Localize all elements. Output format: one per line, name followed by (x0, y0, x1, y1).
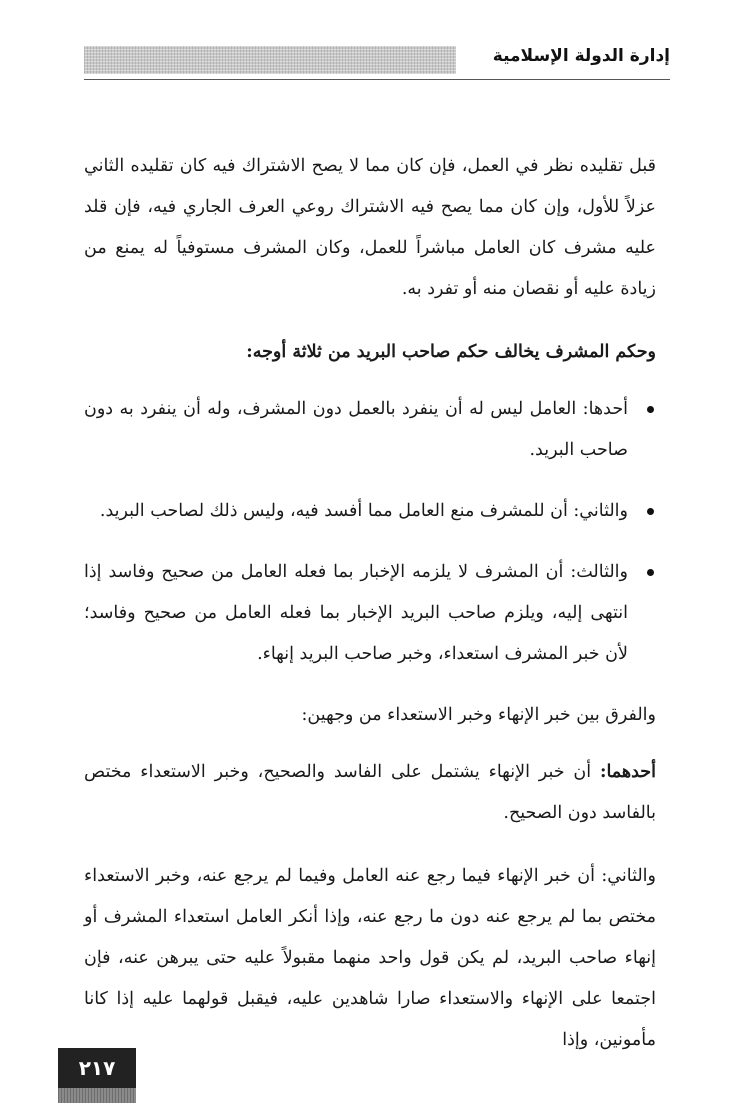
bullet-item-3 (84, 552, 656, 675)
page-number-decoration (58, 1088, 136, 1103)
paragraph-4-rest: أن خبر الإنهاء يشتمل على الفاسد والصحيح، وخبر الاستعداء مختص بالفاسد دون الصحيح. (84, 762, 656, 823)
running-header (84, 42, 670, 82)
paragraph-4 (84, 752, 656, 834)
bullet-item-1 (84, 389, 656, 471)
bullet-item-2-text: والثاني: أن للمشرف منع العامل مما أفسد فيه، وليس ذلك لصاحب البريد. (99, 501, 628, 521)
paragraph-1: قبل تقليده نظر في العمل، فإن كان مما لا يصح الاشتراك فيه كان تقليده الثاني عزلاً للأول، وإن كان مما يصح فيه الاشتراك روعي العرف الجاري فيه، فإن قلد عليه مشرف كان العامل مباشراً للعمل، وكان المشرف مستوفياً له يمنع من زيادة عليه أو نقصان منه أو تفرد به. (84, 156, 656, 299)
bullet-item-1-text: أحدها: العامل ليس له أن ينفرد بالعمل دون المشرف، وله أن ينفرد به دون صاحب البريد. (84, 399, 628, 460)
page-body (84, 146, 656, 1083)
bullet-item-3-text: والثالث: أن المشرف لا يلزمه الإخبار بما فعله العامل من صحيح وفاسد إذا انتهى إليه، ويلزم صاحب البريد الإخبار بما فعله العامل من صحيح وفاسد؛ لأن خبر المشرف استعداء، وخبر صاحب البريد إنهاء. (84, 562, 628, 664)
bullet-icon (647, 508, 654, 515)
bullet-item-2 (84, 491, 656, 532)
header-decorative-band (84, 46, 456, 74)
bullet-icon (647, 406, 654, 413)
paragraph-2: وحكم المشرف يخالف حكم صاحب البريد من ثلاثة أوجه: (246, 342, 656, 362)
paragraph-4-lead: أحدهما: (599, 762, 656, 782)
bullet-icon (647, 569, 654, 576)
paragraph-3: والفرق بين خبر الإنهاء وخبر الاستعداء من وجهين: (301, 705, 656, 725)
paragraph-5: والثاني: أن خبر الإنهاء فيما رجع عنه العامل وفيما لم يرجع عنه، وخبر الاستعداء مختص بما لم يرجع عنه دون ما رجع عنه، وإذا أنكر العامل استعداء المشرف أو إنهاء صاحب البريد، لم يكن قول واحد منهما مقبولاً عليه حتى يبرهن عنه، فإن اجتمعا على الإنهاء والاستعداء صارا شاهدين عليه، فيقبل قولهما عليه إذا كانا مأمونين، وإذا (84, 866, 656, 1050)
header-divider (84, 79, 670, 80)
page-number: ٢١٧ (58, 1048, 136, 1088)
running-header-title: إدارة الدولة الإسلامية (492, 46, 670, 66)
